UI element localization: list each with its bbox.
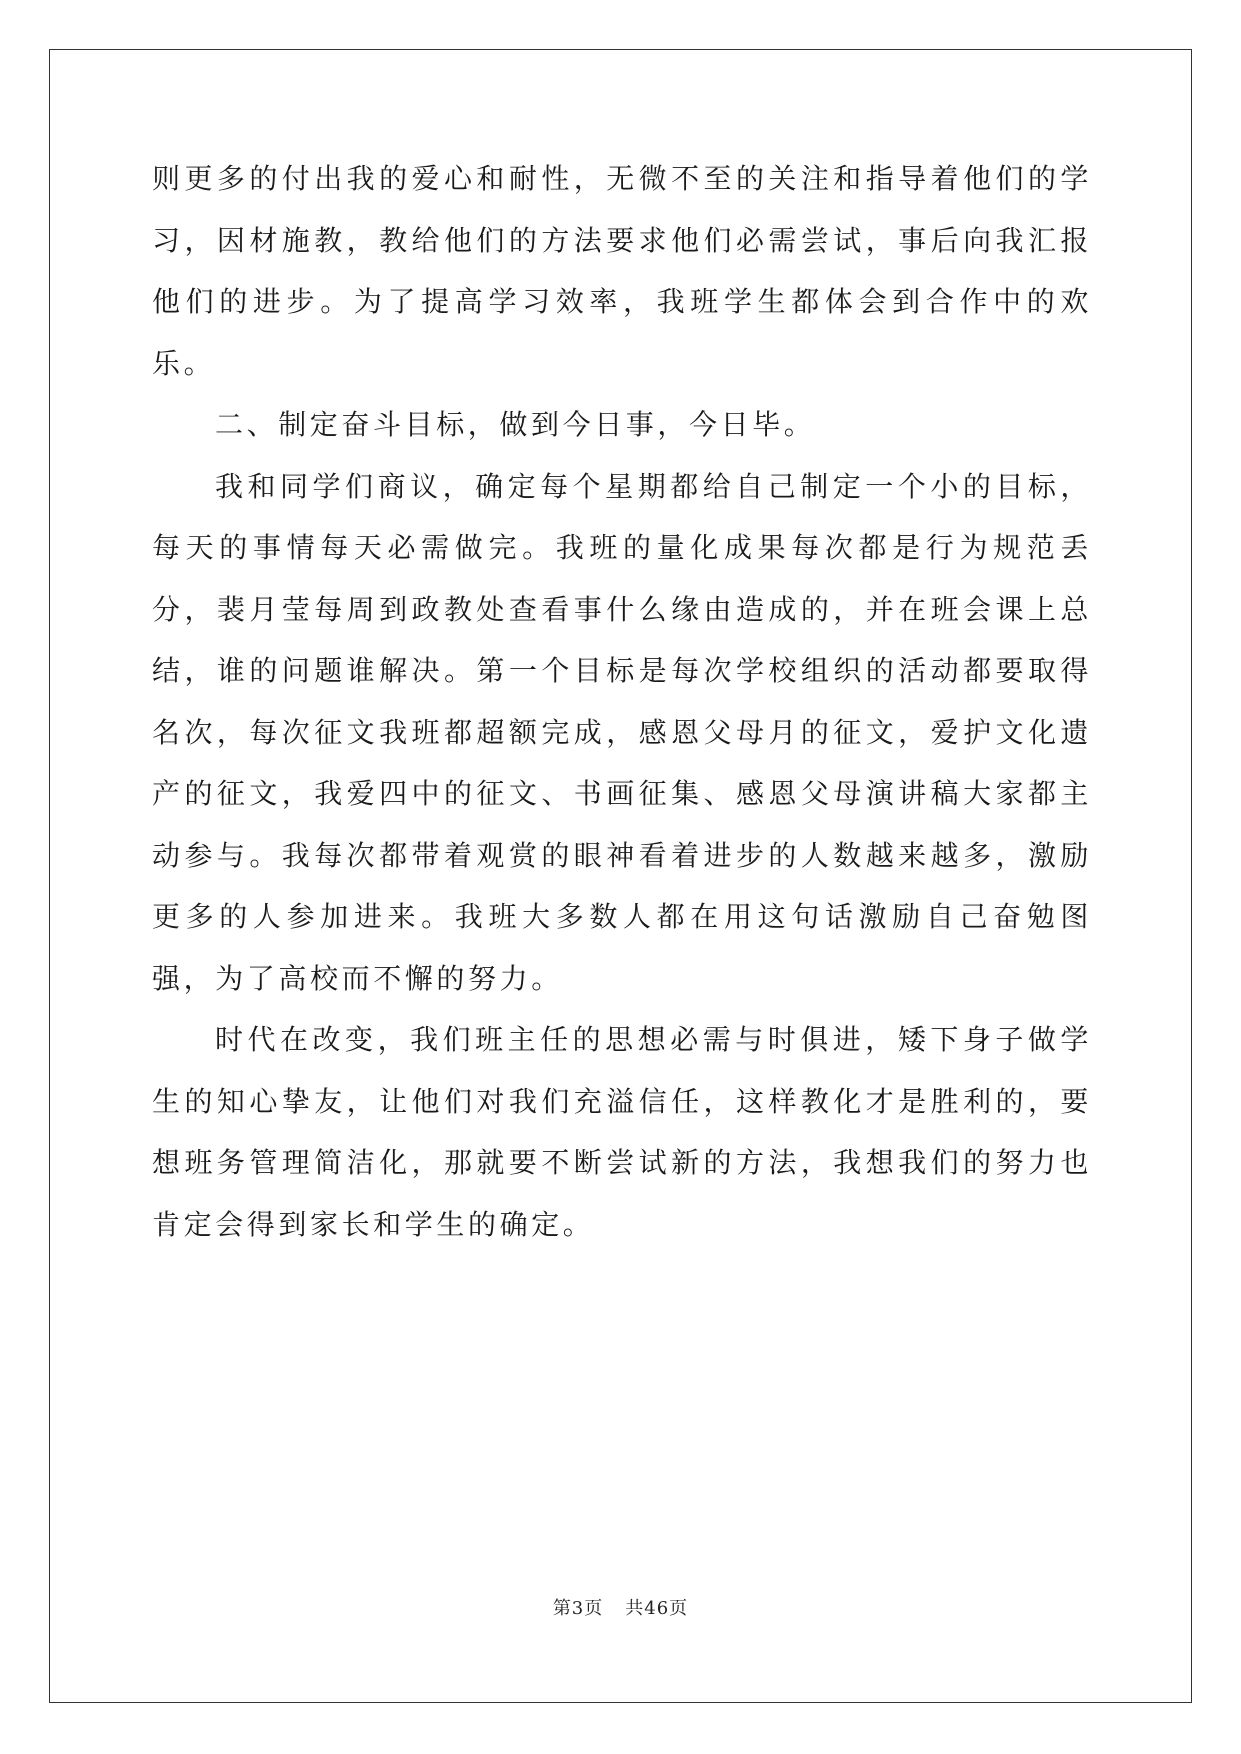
paragraph-1: 则更多的付出我的爱心和耐性，无微不至的关注和指导着他们的学习，因材施教，教给他们的方法要求他们必需尝试，事后向我汇报他们的进步。为了提高学习效率，我班学生都体会到合作中的欢乐。 bbox=[152, 162, 1092, 380]
page-total: 共46页 bbox=[625, 1598, 689, 1619]
paragraph-3: 我和同学们商议，确定每个星期都给自己制定一个小的目标，每天的事情每天必需做完。我班的量化成果每次都是行为规范丢分，裴月莹每周到政教处查看事什么缘由造成的，并在班会课上总结，谁的问题谁解决。第一个目标是每次学校组织的活动都要取得名次，每次征文我班都超额完成，感恩父母月的征文，爱护文化遗产的征文，我爱四中的征文、书画征集、感恩父母演讲稿大家都主动参与。我每次都带着观赏的眼神看着进步的人数越来越多，激励更多的人参加进来。我班大多数人都在用这句话激励自己奋勉图强，为了高校而不懈的努力。 bbox=[152, 469, 1092, 995]
paragraph-4: 时代在改变，我们班主任的思想必需与时俱进，矮下身子做学生的知心挚友，让他们对我们充溢信任，这样教化才是胜利的，要想班务管理简洁化，那就要不断尝试新的方法，我想我们的努力也肯定会得到家长和学生的确定。 bbox=[152, 1023, 1092, 1241]
page-number: 第3页 bbox=[552, 1598, 604, 1619]
document-body bbox=[152, 148, 1092, 1255]
page-footer bbox=[0, 1594, 1241, 1620]
section-heading-2: 二、制定奋斗目标，做到今日事，今日毕。 bbox=[215, 408, 816, 441]
